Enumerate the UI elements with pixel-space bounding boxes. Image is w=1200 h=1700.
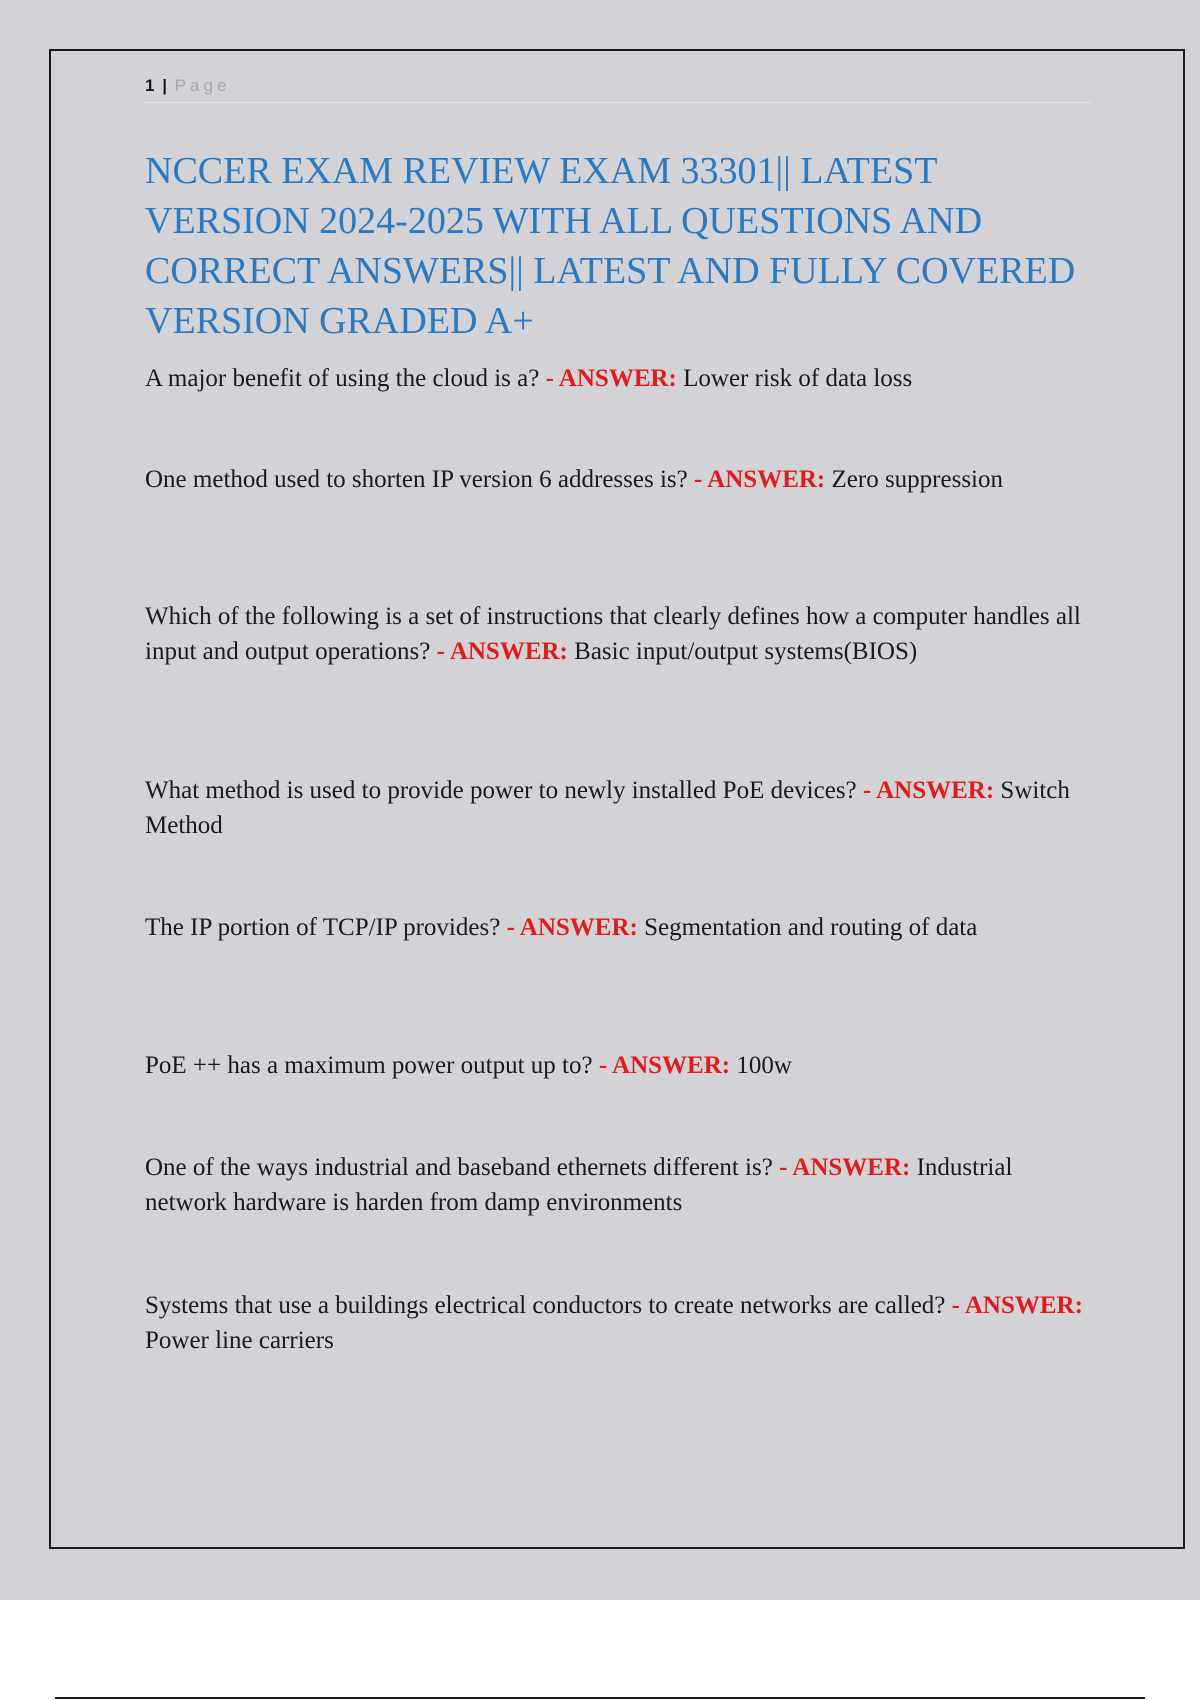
page-number: 1: [145, 76, 155, 95]
question-text: What method is used to provide power to newly installed PoE devices?: [145, 777, 857, 804]
answer-text: Lower risk of data loss: [683, 365, 913, 392]
question-text: A major benefit of using the cloud is a?: [145, 365, 540, 392]
page-separator: |: [162, 76, 167, 95]
answer-label: - ANSWER:: [862, 777, 995, 804]
answer-text: Industrial network hardware is harden from damp environments: [145, 1154, 1013, 1216]
answer-label: - ANSWER:: [545, 365, 677, 392]
qa-item: [145, 599, 1090, 669]
answer-label: - ANSWER:: [951, 1292, 1083, 1319]
answer-label: - ANSWER:: [436, 638, 568, 665]
qa-item: [145, 1150, 1090, 1220]
question-text: One of the ways industrial and baseband ethernets different is?: [145, 1154, 773, 1181]
document-title: NCCER EXAM REVIEW EXAM 33301|| LATEST VERSION 2024-2025 WITH ALL QUESTIONS AND CORRECT ANSWERS|| LATEST AND FULLY COVERED VERSION GRADED A+: [145, 150, 1076, 342]
answer-label: - ANSWER:: [693, 466, 826, 493]
qa-item: [145, 910, 1090, 945]
page-label: Page: [174, 76, 231, 95]
page-header: [145, 74, 1092, 103]
qa-item: [145, 1288, 1090, 1358]
footer-rule: [55, 1697, 1145, 1699]
answer-text: Basic input/output systems(BIOS): [574, 638, 918, 665]
qa-item: [145, 773, 1090, 843]
qa-item: [145, 361, 1090, 396]
answer-text: Power line carriers: [145, 1327, 334, 1354]
question-text: Which of the following is a set of instructions that clearly defines how a computer handles all input and output operations?: [145, 603, 1081, 665]
answer-label: - ANSWER:: [779, 1154, 911, 1181]
question-text: Systems that use a buildings electrical conductors to create networks are called?: [145, 1292, 946, 1319]
answer-text: Segmentation and routing of data: [644, 914, 978, 941]
answer-label: - ANSWER:: [598, 1052, 731, 1079]
question-text: PoE ++ has a maximum power output up to?: [145, 1052, 593, 1079]
answer-text: Zero suppression: [831, 466, 1003, 493]
question-text: The IP portion of TCP/IP provides?: [145, 914, 501, 941]
answer-label: - ANSWER:: [506, 914, 638, 941]
answer-text: 100w: [736, 1052, 792, 1079]
qa-item: [145, 462, 1090, 497]
answer-text: Switch Method: [145, 777, 1070, 839]
qa-item: [145, 1048, 1090, 1083]
question-text: One method used to shorten IP version 6 addresses is?: [145, 466, 688, 493]
